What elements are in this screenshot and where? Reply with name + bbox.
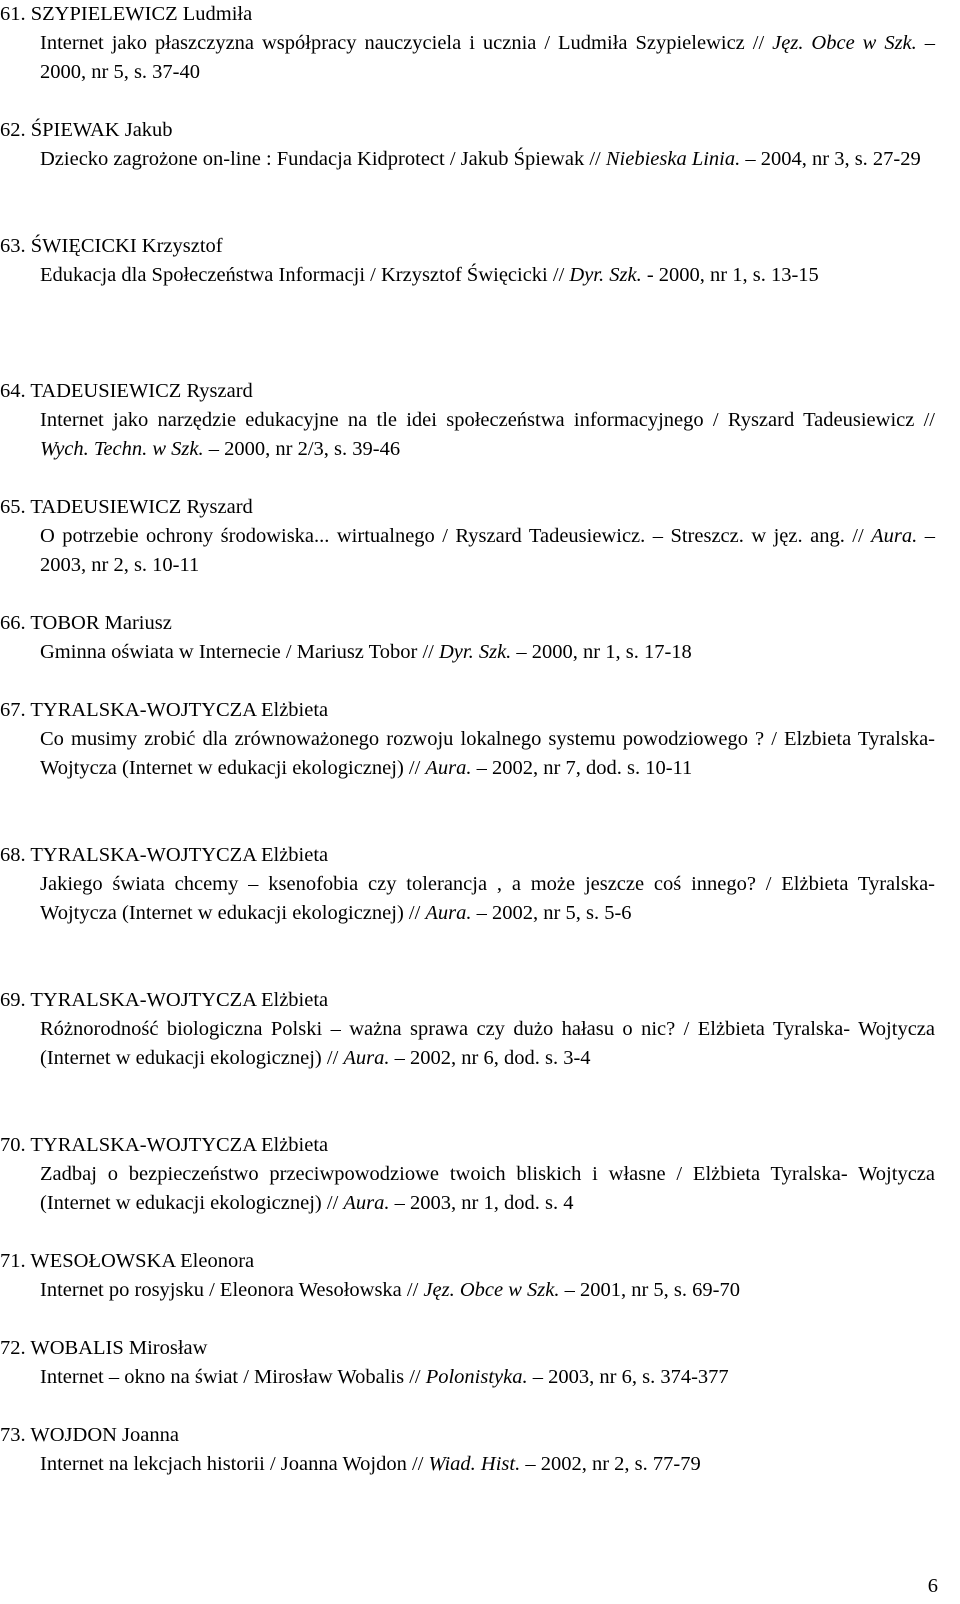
entry-heading (0, 493, 935, 522)
source-title: Aura. (343, 1192, 390, 1214)
description-text: Internet – okno na świat / Mirosław Wobalis // (40, 1366, 426, 1388)
description-text: - 2000, nr 1, s. 13-15 (641, 264, 819, 286)
description-text: Internet jako płaszczyzna współpracy nauczyciela i ucznia / Ludmiła Szypielewicz // (40, 32, 773, 54)
bibliography-entry (0, 986, 935, 1073)
entry-author: WESOŁOWSKA Eleonora (25, 1250, 255, 1272)
entry-description (40, 29, 935, 87)
entry-description (40, 725, 935, 783)
entry-number: 72. (0, 1337, 26, 1359)
description-text: – 2003, nr 1, dod. s. 4 (389, 1192, 574, 1214)
entry-heading (0, 986, 935, 1015)
entry-author: SZYPIELEWICZ Ludmiła (25, 3, 253, 25)
description-text: – 2002, nr 7, dod. s. 10-11 (471, 757, 693, 779)
entry-author: TYRALSKA-WOJTYCZA Elżbieta (25, 844, 329, 866)
description-text: Gminna oświata w Internecie / Mariusz Tobor // (40, 641, 439, 663)
entry-number: 66. (0, 612, 26, 634)
entry-heading (0, 116, 935, 145)
entry-author: TYRALSKA-WOJTYCZA Elżbieta (25, 1134, 329, 1156)
source-title: Jęz. Obce w Szk. (423, 1279, 560, 1301)
description-text: Jakiego świata chcemy – ksenofobia czy tolerancja , a może jeszcze coś innego? / Elżbieta Tyralska- Wojtycza (Internet w edukacji ekologicznej) // (40, 873, 935, 924)
entry-author: ŚWIĘCICKI Krzysztof (25, 235, 223, 257)
description-text: Różnorodność biologiczna Polski – ważna sprawa czy dużo hałasu o nic? / Elżbieta Tyralska- Wojtycza (Internet w edukacji ekologicznej) // (40, 1018, 935, 1069)
description-text: – 2003, nr 2, s. 10-11 (40, 525, 935, 576)
entry-heading (0, 841, 935, 870)
entry-description (40, 1276, 935, 1305)
entry-number: 70. (0, 1134, 26, 1156)
entry-heading (0, 1131, 935, 1160)
description-text: – 2004, nr 3, s. 27-29 (740, 148, 921, 170)
entry-number: 69. (0, 989, 26, 1011)
entry-author: ŚPIEWAK Jakub (25, 119, 173, 141)
entry-author: TADEUSIEWICZ Ryszard (25, 496, 253, 518)
bibliography-entry (0, 1421, 935, 1479)
entry-author: TOBOR Mariusz (25, 612, 172, 634)
source-title: Aura. (871, 525, 918, 547)
entry-author: TADEUSIEWICZ Ryszard (25, 380, 253, 402)
source-title: Niebieska Linia. (605, 148, 741, 170)
bibliography-entry (0, 841, 935, 928)
description-text: Internet po rosyjsku / Eleonora Wesołowska // (40, 1279, 424, 1301)
entry-heading (0, 1334, 935, 1363)
entry-heading (0, 377, 935, 406)
entry-heading (0, 1247, 935, 1276)
description-text: – 2002, nr 6, dod. s. 3-4 (389, 1047, 591, 1069)
entry-number: 71. (0, 1250, 26, 1272)
entry-description (40, 870, 935, 928)
entry-number: 67. (0, 699, 26, 721)
entry-author: TYRALSKA-WOJTYCZA Elżbieta (25, 699, 329, 721)
entry-description (40, 522, 935, 580)
entry-author: WOJDON Joanna (25, 1424, 179, 1446)
description-text: Internet jako narzędzie edukacyjne na tle idei społeczeństwa informacyjnego / Ryszard Tadeusiewicz // (40, 409, 935, 431)
entry-author: TYRALSKA-WOJTYCZA Elżbieta (25, 989, 329, 1011)
bibliography-entry (0, 0, 935, 87)
description-text: – 2000, nr 2/3, s. 39-46 (203, 438, 401, 460)
description-text: – 2002, nr 2, s. 77-79 (520, 1453, 701, 1475)
description-text: – 2001, nr 5, s. 69-70 (559, 1279, 740, 1301)
source-title: Wych. Techn. w Szk. (40, 438, 204, 460)
bibliography-entry (0, 1334, 935, 1392)
bibliography-entry (0, 493, 935, 580)
entry-description (40, 261, 935, 290)
source-title: Aura. (425, 902, 472, 924)
entry-description (40, 1015, 935, 1073)
entry-number: 64. (0, 380, 26, 402)
source-title: Polonistyka. (425, 1366, 528, 1388)
entry-number: 61. (0, 3, 26, 25)
bibliography-entry (0, 377, 935, 464)
source-title: Aura. (425, 757, 472, 779)
source-title: Dyr. Szk. (438, 641, 512, 663)
entry-author: WOBALIS Mirosław (25, 1337, 208, 1359)
description-text: – 2000, nr 1, s. 17-18 (511, 641, 692, 663)
bibliography-entry (0, 1247, 935, 1305)
bibliography-entry (0, 232, 935, 290)
description-text: Dziecko zagrożone on-line : Fundacja Kidprotect / Jakub Śpiewak // (40, 148, 606, 170)
entry-heading (0, 1421, 935, 1450)
entry-description (40, 406, 935, 464)
entry-heading (0, 0, 935, 29)
bibliography-entry (0, 696, 935, 783)
entry-description (40, 1363, 935, 1392)
description-text: Edukacja dla Społeczeństwa Informacji / Krzysztof Święcicki // (40, 264, 570, 286)
source-title: Dyr. Szk. (569, 264, 642, 286)
entry-description (40, 638, 935, 667)
source-title: Aura. (343, 1047, 390, 1069)
description-text: – 2003, nr 6, s. 374-377 (527, 1366, 729, 1388)
source-title: Jęz. Obce w Szk. (772, 32, 917, 54)
entry-number: 68. (0, 844, 26, 866)
entry-number: 62. (0, 119, 26, 141)
entry-number: 65. (0, 496, 26, 518)
description-text: O potrzebie ochrony środowiska... wirtualnego / Ryszard Tadeusiewicz. – Streszcz. w jęz. ang. // (40, 525, 872, 547)
description-text: Co musimy zrobić dla zrównoważonego rozwoju lokalnego systemu powodziowego ? / Elzbieta Tyralska-Wojtycza (Internet w edukacji ekologicznej) // (40, 728, 935, 779)
bibliography-entry (0, 1131, 935, 1218)
entry-heading (0, 232, 935, 261)
bibliography-entry (0, 609, 935, 667)
page-number: 6 (927, 1575, 938, 1597)
description-text: – 2002, nr 5, s. 5-6 (471, 902, 632, 924)
bibliography-entry (0, 116, 935, 174)
description-text: – 2000, nr 5, s. 37-40 (40, 32, 936, 83)
entry-description (40, 1450, 935, 1479)
entry-number: 63. (0, 235, 26, 257)
entry-description (40, 1160, 935, 1218)
source-title: Wiad. Hist. (428, 1453, 521, 1475)
entry-heading (0, 609, 935, 638)
entry-description (40, 145, 935, 174)
entry-number: 73. (0, 1424, 26, 1446)
description-text: Zadbaj o bezpieczeństwo przeciwpowodziowe twoich bliskich i własne / Elżbieta Tyralska- Wojtycza (Internet w edukacji ekologicznej) // (40, 1163, 935, 1214)
entry-heading (0, 696, 935, 725)
description-text: Internet na lekcjach historii / Joanna Wojdon // (40, 1453, 429, 1475)
